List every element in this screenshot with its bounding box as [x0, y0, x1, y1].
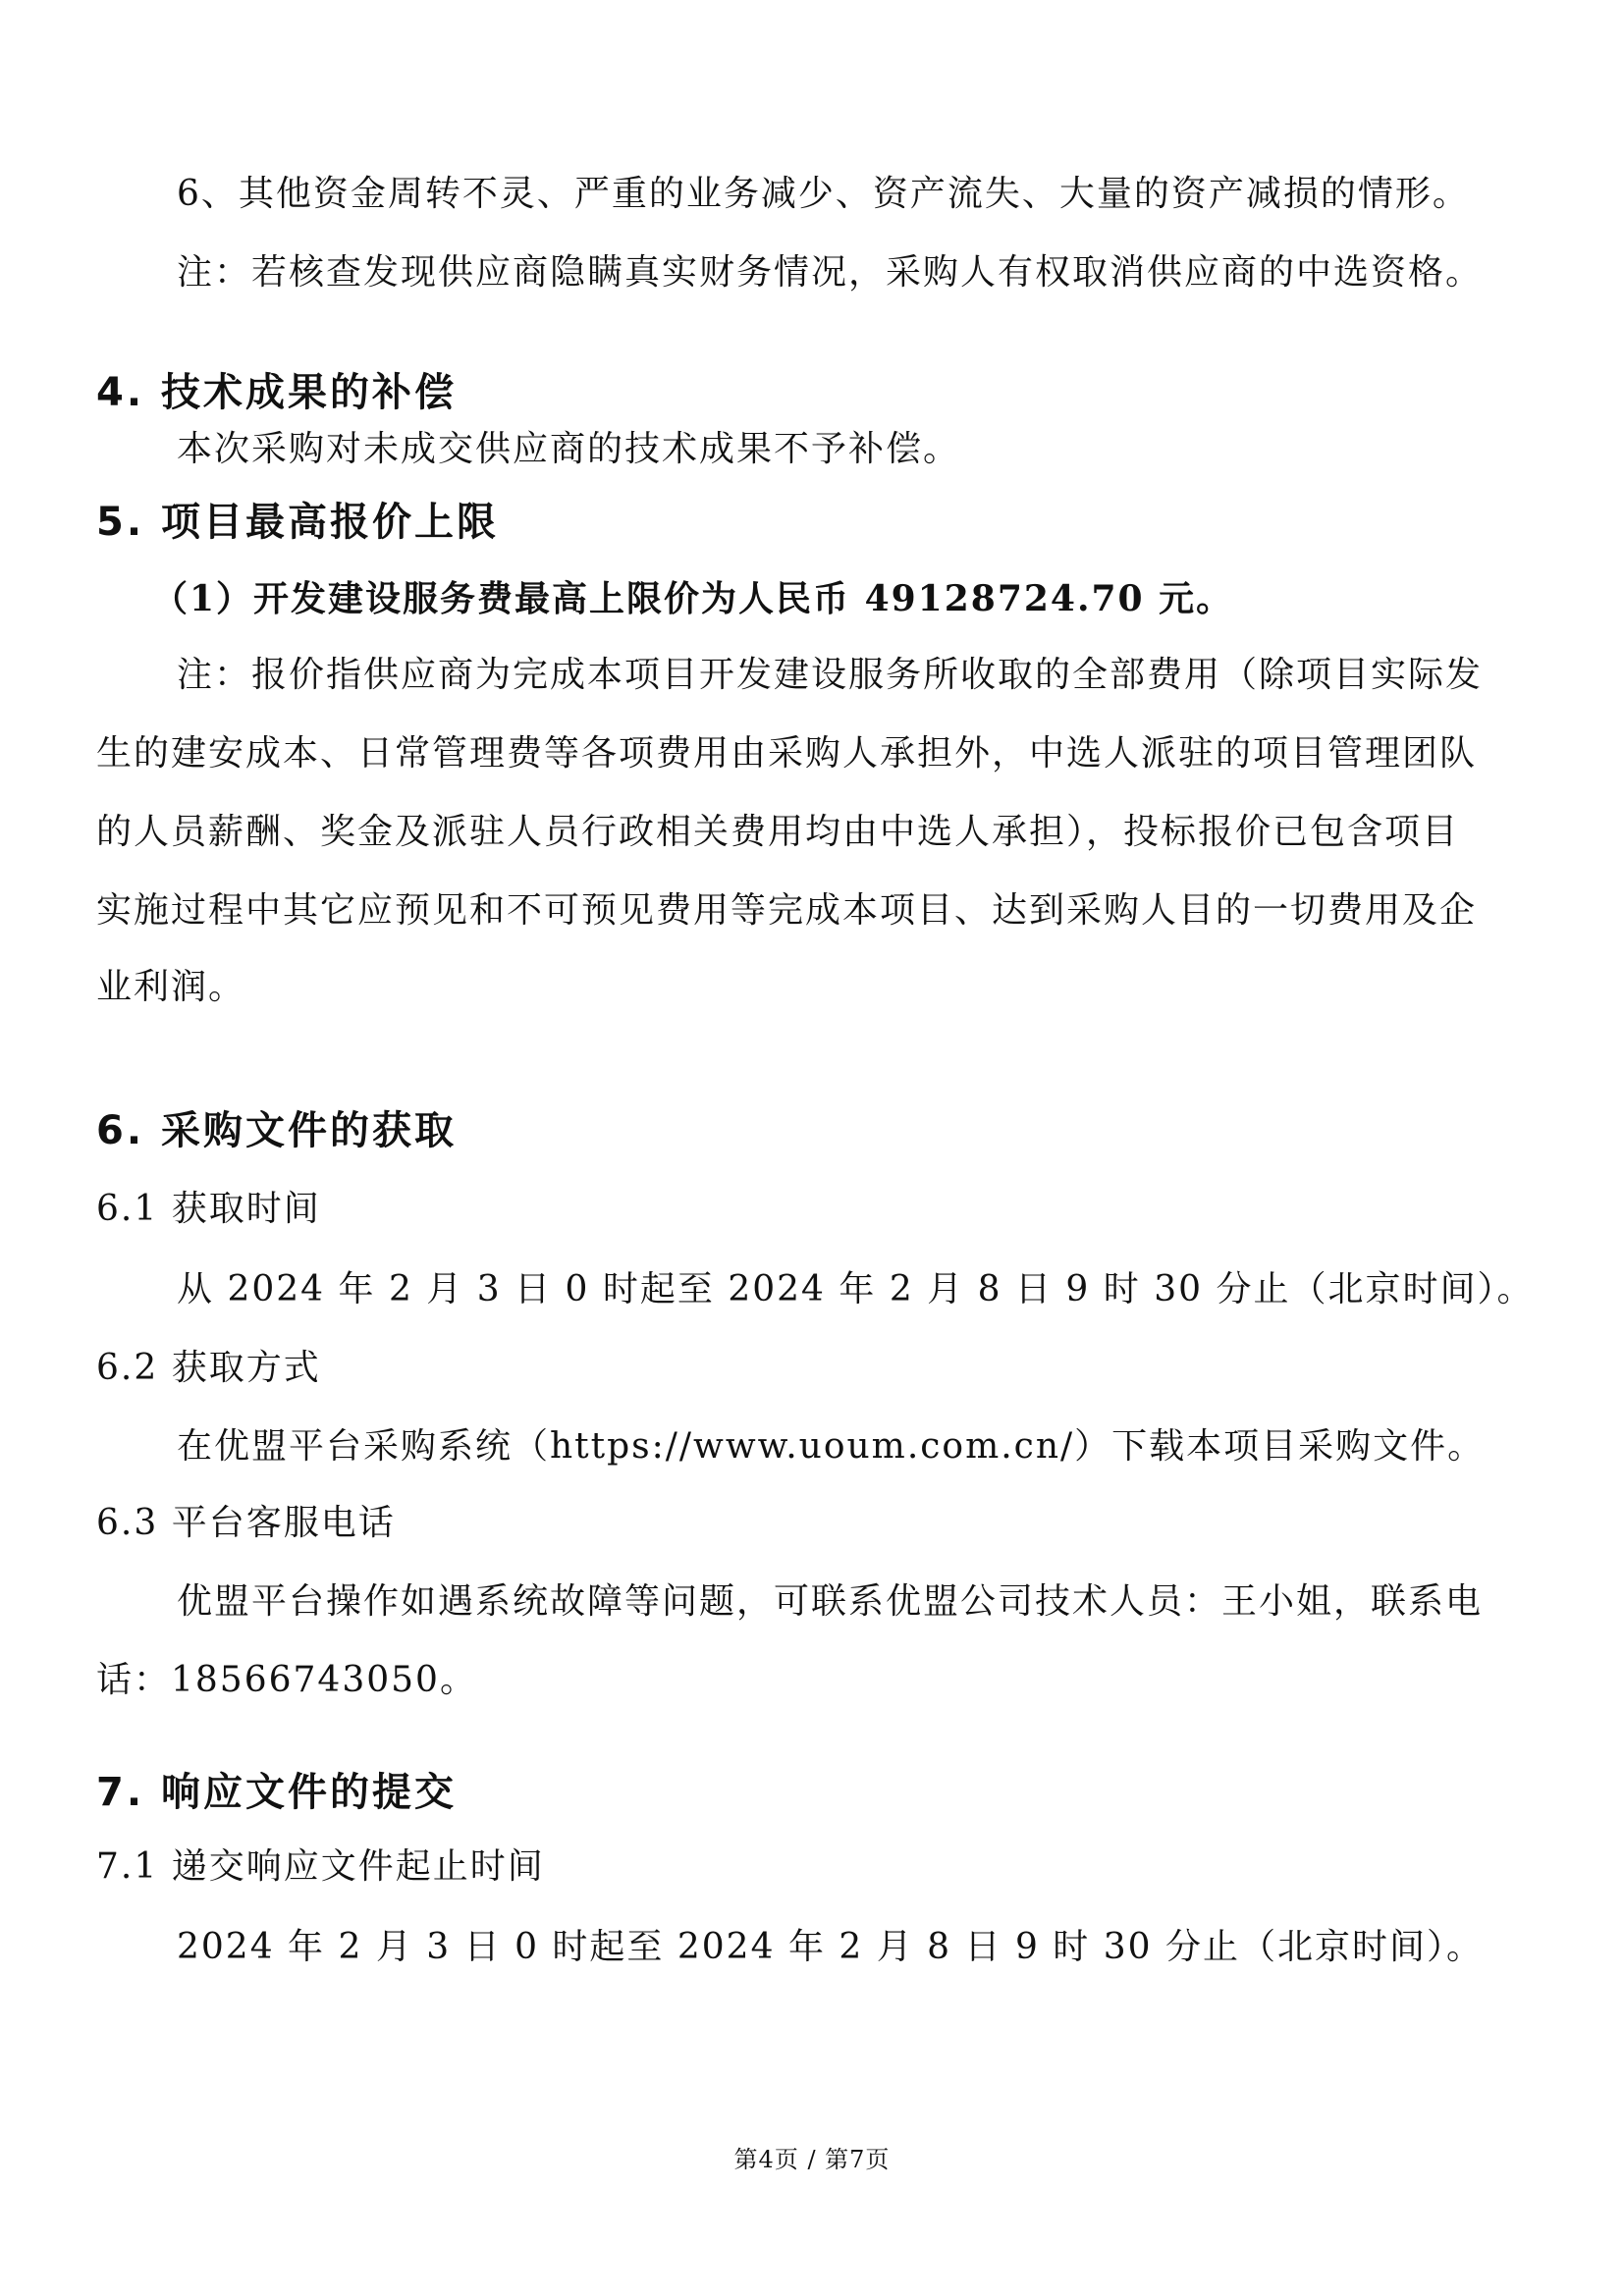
- submission-time: 2024 年 2 月 3 日 0 时起至 2024 年 2 月 8 日 9 时 30 分止（北京时间）。: [177, 1927, 1485, 1967]
- subheading-7-1: 7.1 递交响应文件起止时间: [96, 1846, 545, 1887]
- item-6-other-circumstances: 6、其他资金周转不灵、严重的业务减少、资产流失、大量的资产减损的情形。: [177, 174, 1470, 214]
- heading-section-7: 7. 响应文件的提交: [96, 1770, 457, 1815]
- price-note-line-4: 实施过程中其它应预见和不可预见费用等完成本项目、达到采购人目的一切费用及企: [96, 890, 1478, 931]
- price-cap-statement: （1）开发建设服务费最高上限价为人民币 49128724.70 元。: [152, 578, 1234, 619]
- subheading-6-2: 6.2 获取方式: [96, 1348, 321, 1388]
- acquisition-time: 从 2024 年 2 月 3 日 0 时起至 2024 年 2 月 8 日 9 时 30 分止（北京时间）。: [177, 1269, 1535, 1309]
- price-note-line-3: 的人员薪酬、奖金及派驻人员行政相关费用均由中选人承担），投标报价已包含项目: [96, 812, 1460, 852]
- service-contact-line-1: 优盟平台操作如遇系统故障等问题，可联系优盟公司技术人员：王小姐，联系电: [177, 1581, 1484, 1622]
- price-note-line-5: 业利润。: [96, 967, 246, 1007]
- page-number: 第4页 / 第7页: [733, 2146, 891, 2173]
- price-note-line-2: 生的建安成本、日常管理费等各项费用由采购人承担外，中选人派驻的项目管理团队: [96, 733, 1478, 774]
- acquisition-method: 在优盟平台采购系统（https://www.uoum.com.cn/）下载本项目采购文件。: [177, 1426, 1486, 1467]
- price-note-line-1: 注：报价指供应商为完成本项目开发建设服务所收取的全部费用（除项目实际发: [177, 655, 1484, 695]
- heading-section-6: 6. 采购文件的获取: [96, 1108, 457, 1153]
- service-contact-line-2: 话：18566743050。: [96, 1660, 477, 1700]
- subheading-6-1: 6.1 获取时间: [96, 1189, 321, 1229]
- heading-section-5: 5. 项目最高报价上限: [96, 500, 499, 545]
- heading-section-4: 4. 技术成果的补偿: [96, 370, 457, 415]
- section-4-body: 本次采购对未成交供应商的技术成果不予补偿。: [177, 429, 961, 469]
- subheading-6-3: 6.3 平台客服电话: [96, 1503, 396, 1543]
- note-financial-concealment: 注：若核查发现供应商隐瞒真实财务情况，采购人有权取消供应商的中选资格。: [177, 252, 1484, 293]
